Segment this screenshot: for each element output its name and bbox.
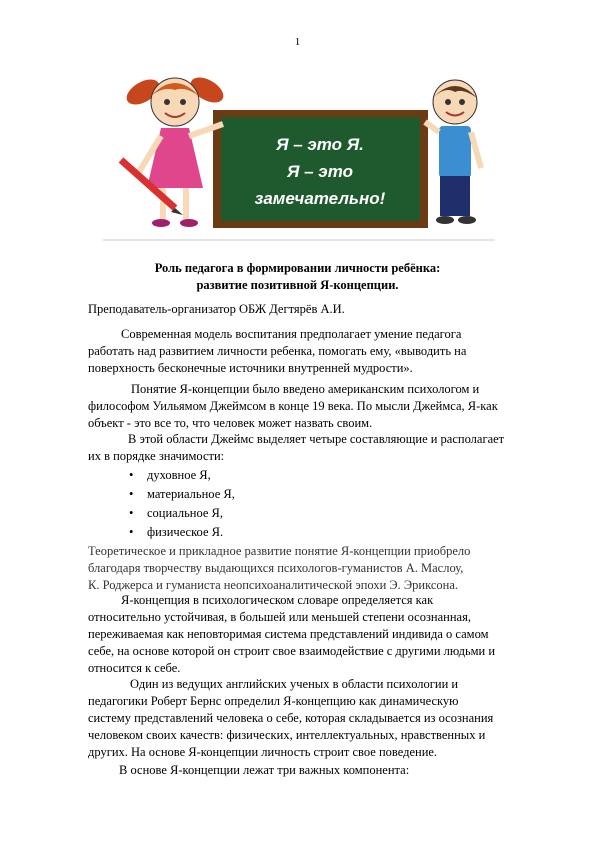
p4-line-3: К. Роджерса и гуманиста неопсихоаналитической эпохи Э. Эриксона. — [88, 578, 459, 592]
list-item: • физическое Я. — [125, 523, 235, 542]
p6-line-4: человеком своих качеств: физических, интеллектуальных, нравственных и — [88, 728, 486, 742]
p1-line-3: поверхность бесконечные источники внутренней мудрости». — [88, 361, 413, 375]
p3-line-1: В этой области Джеймс выделяет четыре составляющие и располагает — [128, 432, 505, 446]
board-line-1: Я – это Я. — [276, 135, 364, 154]
paragraph-2 — [88, 381, 498, 432]
p2-line-1: Понятие Я-концепции было введено американским психологом и — [131, 382, 480, 396]
p2-line-2: философом Уильямом Джеймсом в конце 19 века. По мысли Джеймса, Я-как — [88, 399, 498, 413]
p7-line-1: В основе Я-концепции лежат три важных компонента: — [119, 763, 410, 777]
paragraph-7 — [88, 762, 409, 779]
title-line-1: Роль педагога в формировании личности ребёнка: — [154, 261, 441, 275]
p5-line-1: Я-концепция в психологическом словаре определяется как — [121, 593, 434, 607]
board-line-3: замечательно! — [254, 189, 386, 208]
paragraph-4 — [88, 543, 470, 594]
p6-line-1: Один из ведущих английских ученых в области психологии и — [130, 677, 459, 691]
author-line: Преподаватель-организатор ОБЖ Дегтярёв А.И. — [88, 302, 345, 316]
title-line-2: развитие позитивной Я-концепции. — [196, 278, 399, 292]
boy-figure — [425, 80, 481, 224]
list-item: • социальное Я, — [125, 504, 235, 523]
p4-line-1: Теоретическое и прикладное развитие понятие Я-концепции приобрело — [88, 544, 471, 558]
list-item: • материальное Я, — [125, 485, 235, 504]
p5-line-2: относительно устойчивая, в большей или меньшей степени осознанная, — [88, 610, 471, 624]
list-item: • духовное Я, — [125, 466, 235, 485]
p5-line-3: переживаемая как неповторимая система представлений индивида о самом — [88, 627, 489, 641]
components-list — [125, 466, 235, 542]
p1-line-2: работать над развитием личности ребенка, помогать ему, «выводить на — [88, 344, 467, 358]
paragraph-5 — [88, 592, 495, 677]
board-line-2: Я – это — [287, 162, 353, 181]
girl-figure — [121, 72, 228, 227]
p2-line-3: объект - это все то, что человек может назвать своим. — [88, 416, 373, 430]
p6-line-3: систему представлений человека о себе, которая складывается из осознания — [88, 711, 494, 725]
paragraph-1 — [88, 326, 466, 377]
p4-line-2: благодаря творчеству выдающихся психологов-гуманистов А. Маслоу, — [88, 561, 464, 575]
p1-line-1: Современная модель воспитания предполагает умение педагога — [121, 327, 462, 341]
document-title — [0, 260, 595, 294]
page-number: 1 — [294, 36, 301, 48]
paragraph-3 — [88, 431, 504, 465]
p6-line-2: педагогики Роберт Бернс определил Я-концепцию как динамическую — [88, 694, 459, 708]
p6-line-5: других. На основе Я-концепции личность строит свое поведение. — [88, 745, 438, 759]
paragraph-6 — [88, 676, 493, 761]
p5-line-4: себе, на основе которой он строит свое взаимодействие с другими людьми и — [88, 644, 496, 658]
banner-illustration — [103, 60, 495, 243]
p3-line-2: их в порядке значимости: — [88, 449, 225, 463]
p5-line-5: относится к себе. — [88, 661, 181, 675]
